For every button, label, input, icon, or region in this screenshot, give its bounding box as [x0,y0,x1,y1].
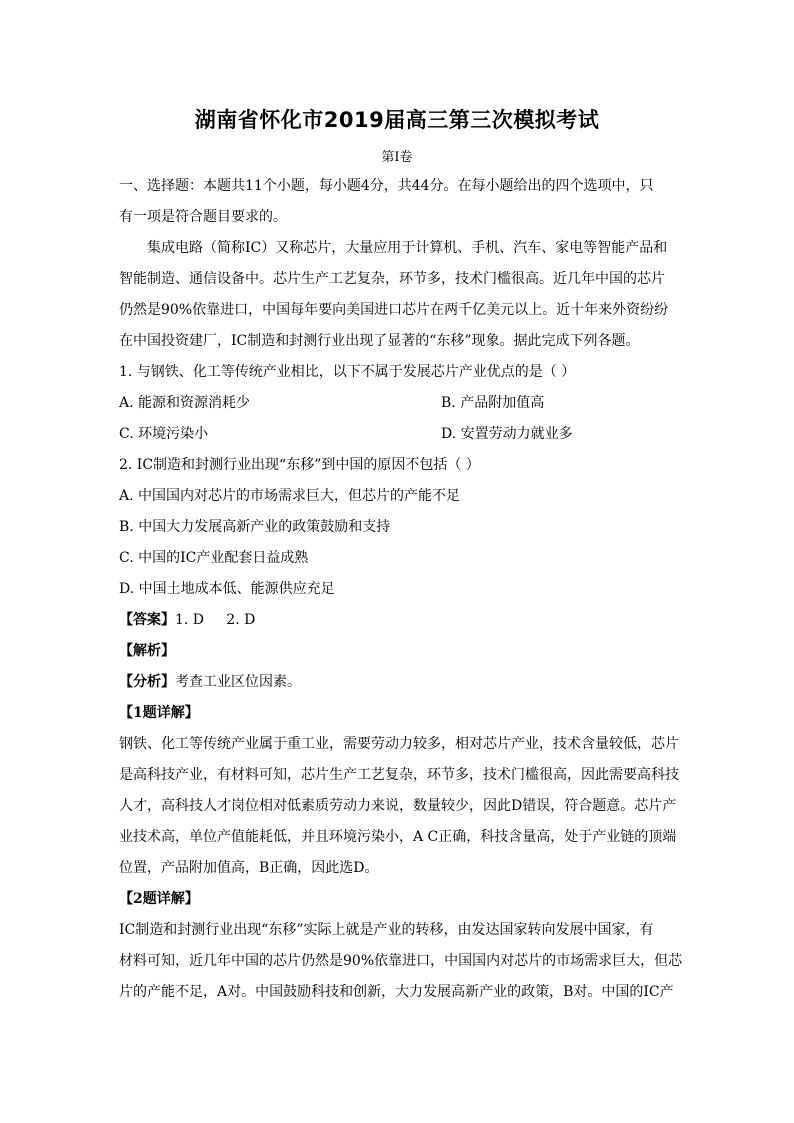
q1-option-c: C. 环境污染小 [119,426,209,442]
q2-stem: 2. IC制造和封测行业出现“东移”到中国的原因不包括（ ） [119,457,480,473]
q1-option-a: A. 能源和资源消耗少 [119,395,251,411]
q2-option-d: D. 中国土地成本低、能源供应充足 [119,581,335,597]
q1-detail-line-3: 人才，高科技人才岗位相对低素质劳动力来说，数量较少，因此D错误，符合题意。芯片产 [119,798,677,814]
q1-detail-line-5: 位置，产品附加值高，B正确，因此选D。 [119,860,379,876]
intro-line-1: 一、选择题：本题共11个小题，每小题4分，共44分。在每小题给出的四个选项中，只 [119,178,654,194]
section-subtitle: 第I卷 [381,150,413,165]
q2-detail-label: 【2题详解】 [119,891,199,907]
q1-detail-label: 【1题详解】 [119,705,199,721]
answer-label: 【答案】 [119,612,175,628]
q2-option-b: B. 中国大力发展高新产业的政策鼓励和支持 [119,519,391,535]
q2-option-c: C. 中国的IC产业配套日益成熟 [119,550,309,566]
answer-line [119,610,679,630]
q1-detail-line-4: 业技术高，单位产值能耗低，并且环境污染小，A C正确，科技含量高，处于产业链的顶端 [119,829,677,845]
passage-line-1: 集成电路（简称IC）又称芯片，大量应用于计算机、手机、汽车、家电等智能产品和 [147,240,668,256]
q1-option-d: D. 安置劳动力就业多 [441,426,573,442]
q1-detail-line-2: 是高科技产业，有材料可知，芯片生产工艺复杂，环节多，技术门槛很高，因此需要高科技 [119,767,679,783]
q1-stem: 1. 与钢铁、化工等传统产业相比，以下不属于发展芯片产业优点的是（ ） [119,364,576,380]
analysis-summary-label: 【分析】 [119,674,175,690]
q1-detail-line-1: 钢铁、化工等传统产业属于重工业，需要劳动力较多，相对芯片产业，技术含量较低，芯片 [119,736,679,752]
analysis-summary-text: 考查工业区位因素。 [175,674,301,690]
page-title: 湖南省怀化市2019届高三第三次模拟考试 [194,108,600,132]
intro-line-2: 有一项是符合题目要求的。 [119,209,287,225]
q2-detail-line-2: 材料可知，近几年中国的芯片仍然是90%依靠进口，中国国内对芯片的市场需求巨大，但芯 [119,953,683,969]
q2-detail-line-1: IC制造和封测行业出现“东移”实际上就是产业的转移，由发达国家转向发展中国家，有 [119,922,654,938]
passage-line-3: 仍然是90%依靠进口，中国每年要向美国进口芯片在两千亿美元以上。近十年来外资纷纷 [119,302,669,318]
q2-detail-line-3: 片的产能不足，A对。中国鼓励科技和创新，大力发展高新产业的政策，B对。中国的IC产 [119,984,674,1000]
analysis-summary [119,672,679,692]
passage-line-2: 智能制造、通信设备中。芯片生产工艺复杂，环节多，技术门槛很高。近几年中国的芯片 [119,271,665,287]
answer-text: 1. D 2. D [175,612,256,628]
analysis-label: 【解析】 [119,643,175,659]
q2-option-a: A. 中国国内对芯片的市场需求巨大，但芯片的产能不足 [119,488,461,504]
passage-line-4: 在中国投资建厂，IC制造和封测行业出现了显著的“东移”现象。据此完成下列各题。 [119,333,640,349]
q1-option-b: B. 产品附加值高 [441,395,545,411]
